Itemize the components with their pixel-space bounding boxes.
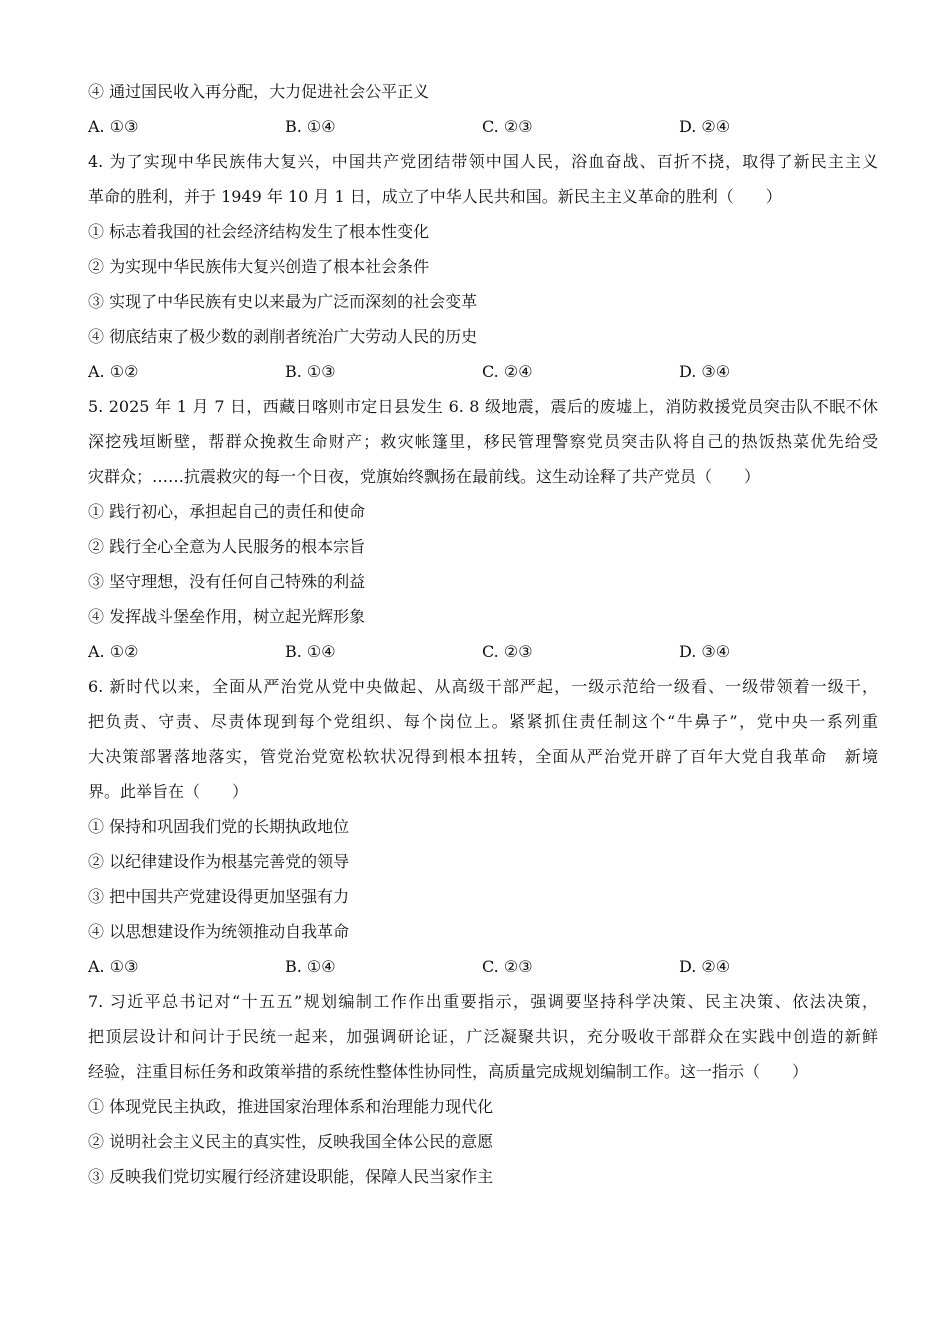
q4-option-a[interactable]: A. ①② <box>88 362 139 381</box>
q4-item-3: ③ 实现了中华民族有史以来最为广泛而深刻的社会变革 <box>88 292 478 311</box>
q7-stem-line-2: 把顶层设计和问计于民统一起来，加强调研论证，广泛凝聚共识，充分吸收干部群众在实践中创造的新鲜 <box>88 1027 878 1046</box>
q5-item-1: ① 践行初心，承担起自己的责任和使命 <box>88 502 366 521</box>
q6-stem-line-1: 6. 新时代以来，全面从严治党从党中央做起、从高级干部严起，一级示范给一级看、一级带领着一级干， <box>88 677 878 696</box>
q5-item-4: ④ 发挥战斗堡垒作用，树立起光辉形象 <box>88 607 366 626</box>
question-5 <box>88 389 878 669</box>
q6-item-3: ③ 把中国共产党建设得更加坚强有力 <box>88 887 350 906</box>
q4-stem-line-1: 4. 为了实现中华民族伟大复兴，中国共产党团结带领中国人民，浴血奋战、百折不挠，取得了新民主主义 <box>88 152 878 171</box>
q4-item-2: ② 为实现中华民族伟大复兴创造了根本社会条件 <box>88 257 430 276</box>
exam-page <box>88 74 878 1194</box>
q5-option-d[interactable]: D. ③④ <box>679 642 731 661</box>
q6-options <box>88 949 878 984</box>
q6-option-a[interactable]: A. ①③ <box>88 957 139 976</box>
q3-option-a[interactable]: A. ①③ <box>88 117 139 136</box>
q4-item-1: ① 标志着我国的社会经济结构发生了根本性变化 <box>88 222 430 241</box>
q5-option-b[interactable]: B. ①④ <box>285 642 336 661</box>
q3-options <box>88 109 878 144</box>
q6-option-d[interactable]: D. ②④ <box>679 957 731 976</box>
q6-option-c[interactable]: C. ②③ <box>482 957 533 976</box>
q5-stem-line-2: 深挖残垣断壁，帮群众挽救生命财产；救灾帐篷里，移民管理警察党员突击队将自己的热饭热菜优先给受 <box>88 432 878 451</box>
question-4 <box>88 144 878 389</box>
q4-option-c[interactable]: C. ②④ <box>482 362 533 381</box>
q7-item-2: ② 说明社会主义民主的真实性，反映我国全体公民的意愿 <box>88 1132 494 1151</box>
q6-item-1: ① 保持和巩固我们党的长期执政地位 <box>88 817 350 836</box>
q7-stem-line-3: 经验，注重目标任务和政策举措的系统性整体性协同性，高质量完成规划编制工作。这一指示（ ） <box>88 1062 809 1081</box>
q5-options <box>88 634 878 669</box>
q7-item-1: ① 体现党民主执政，推进国家治理体系和治理能力现代化 <box>88 1097 494 1116</box>
q7-stem-line-1: 7. 习近平总书记对“十五五”规划编制工作作出重要指示，强调要坚持科学决策、民主决策、依法决策， <box>88 992 878 1011</box>
q3-item-4: ④ 通过国民收入再分配，大力促进社会公平正义 <box>88 82 430 101</box>
q5-stem-line-3: 灾群众；……抗震救灾的每一个日夜，党旗始终飘扬在最前线。这生动诠释了共产党员（ ） <box>88 467 761 486</box>
question-7 <box>88 984 878 1194</box>
q5-option-c[interactable]: C. ②③ <box>482 642 533 661</box>
q5-option-a[interactable]: A. ①② <box>88 642 139 661</box>
question-3-tail <box>88 74 878 144</box>
q4-stem-line-2: 革命的胜利，并于 1949 年 10 月 1 日，成立了中华人民共和国。新民主主义革命的胜利（ ） <box>88 187 782 206</box>
q6-item-4: ④ 以思想建设作为统领推动自我革命 <box>88 922 350 941</box>
q4-option-b[interactable]: B. ①③ <box>285 362 336 381</box>
q6-option-b[interactable]: B. ①④ <box>285 957 336 976</box>
q7-item-3: ③ 反映我们党切实履行经济建设职能，保障人民当家作主 <box>88 1167 494 1186</box>
q6-stem-line-4: 界。此举旨在（ ） <box>88 782 249 801</box>
q4-item-4: ④ 彻底结束了极少数的剥削者统治广大劳动人民的历史 <box>88 327 478 346</box>
q4-options <box>88 354 878 389</box>
q4-option-d[interactable]: D. ③④ <box>679 362 731 381</box>
q3-option-b[interactable]: B. ①④ <box>285 117 336 136</box>
q3-option-c[interactable]: C. ②③ <box>482 117 533 136</box>
question-6 <box>88 669 878 984</box>
q6-stem-line-3: 大决策部署落地落实，管党治党宽松软状况得到根本扭转，全面从严治党开辟了百年大党自我革命 新境 <box>88 747 878 766</box>
q3-option-d[interactable]: D. ②④ <box>679 117 731 136</box>
q6-item-2: ② 以纪律建设作为根基完善党的领导 <box>88 852 350 871</box>
q5-item-2: ② 践行全心全意为人民服务的根本宗旨 <box>88 537 366 556</box>
q6-stem-line-2: 把负责、守责、尽责体现到每个党组织、每个岗位上。紧紧抓住责任制这个“牛鼻子”，党中央一系列重 <box>88 712 878 731</box>
q5-stem-line-1: 5. 2025 年 1 月 7 日，西藏日喀则市定日县发生 6. 8 级地震，震后的废墟上，消防救援党员突击队不眠不休 <box>88 397 878 416</box>
q5-item-3: ③ 坚守理想，没有任何自己特殊的利益 <box>88 572 366 591</box>
